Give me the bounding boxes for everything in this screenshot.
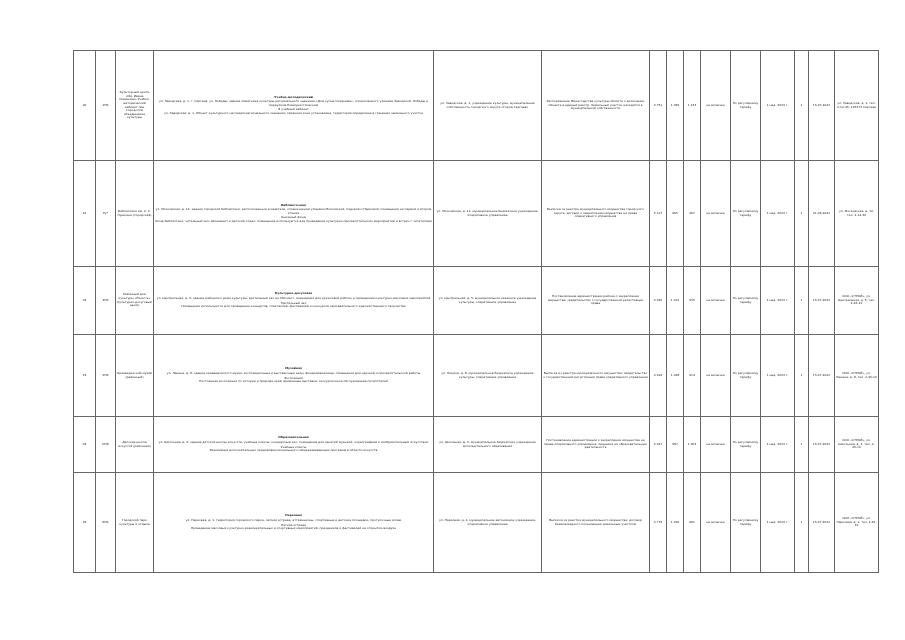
- contact-cell: ООО «СТРОЙ», ул. Ленина, д. 8, тел. 2-45-10: [835, 335, 879, 417]
- date-cell: 15.07.2022: [809, 473, 835, 573]
- area2-cell: 1 065: [667, 51, 684, 161]
- description-subheading: Книжный фонд: [281, 215, 306, 220]
- area-cell: 4 920: [650, 267, 667, 335]
- description-heading: Культурно-досуговая: [274, 291, 313, 296]
- period-cell: 1 нед. 2023 г.: [761, 51, 795, 161]
- description-body: ул. Ленина, д. 8; здание краеведческого музея, экспозиционные и выставочные залы, фондохранилище, помещения для научной и просветительской работы: [166, 370, 421, 375]
- area2-cell: 965: [667, 161, 684, 267]
- area3-cell: 935: [684, 267, 701, 335]
- table-row: [74, 473, 879, 573]
- table-row: [74, 161, 879, 267]
- object-name: Детская школа искусств (районная): [116, 417, 154, 473]
- ownership-cell: ул. Школьная, д. 3, муниципальное бюджетное учреждение дополнительного образования: [434, 417, 542, 473]
- status-cell: не включен: [701, 161, 731, 267]
- period-cell: 1 нед. 2023 г.: [761, 473, 795, 573]
- row-code: ОНК: [96, 417, 116, 473]
- row-number: 93: [74, 335, 96, 417]
- tariff-type-cell: По регулярному тарифу: [731, 267, 761, 335]
- row-number: 91: [74, 161, 96, 267]
- ownership-cell: ул. Парковая, д. 1, муниципальное автономное учреждение, оперативное управление: [434, 473, 542, 573]
- description-cell: [154, 51, 434, 161]
- row-code: Ру*: [96, 161, 116, 267]
- ownership-cell: ул. Заводская, д. 1, учреждение культуры, муниципальная собственность городского округа «Город Сергеев»: [434, 51, 542, 161]
- document-cell: Выписка из реестра муниципального имущества; свидетельство о государственной регистрации права оперативного управления: [542, 335, 650, 417]
- status-cell: не включен: [701, 335, 731, 417]
- area-cell: 4 916: [650, 335, 667, 417]
- area3-cell: 1 153: [684, 51, 701, 161]
- description-subheading: Учебные классы: [280, 444, 307, 449]
- table-row: [74, 51, 879, 161]
- period-cell: 1 нед. 2023 г.: [761, 161, 795, 267]
- object-name: Культурный центр «Им. Ивана Смирнова» Учебно-методический кабинет при Городском объединении культуры: [116, 51, 154, 161]
- row-code: 5НК: [96, 335, 116, 417]
- document-cell: Постановление администрации о закреплении имущества на праве оперативного управления; лицензия на образовательную деятельность: [542, 417, 650, 473]
- area-cell: 4 776: [650, 473, 667, 573]
- date-cell: 15.07.2022: [809, 335, 835, 417]
- ownership-cell: ул. Ленина, д. 8, муниципальное бюджетное учреждение культуры, оперативное управление: [434, 335, 542, 417]
- contact-cell: ООО «СТРОЙ», ул. Парковая, д. 1, тел. 2-45-10: [835, 473, 879, 573]
- date-cell: 15.07.2022: [809, 51, 835, 161]
- tariff-type-cell: По регулярному тарифу: [731, 473, 761, 573]
- table-body: [74, 51, 879, 573]
- area3-cell: 914: [684, 335, 701, 417]
- document-cell: Распоряжение Министерства культуры области о включении объекта в единый реестр. Земельный участок находится в муниципальной собственности: [542, 51, 650, 161]
- table-row: [74, 417, 879, 473]
- description-subheading: Летняя эстрада: [280, 522, 307, 527]
- period-cell: 1 нед. 2023 г.: [761, 417, 795, 473]
- contact-cell: ООО «СТРОЙ», ул. Школьная, д. 3, тел. 2-45-10: [835, 417, 879, 473]
- description-subheading: В учебный кабинет: [278, 107, 309, 112]
- row-number: 94: [74, 417, 96, 473]
- description-cell: [154, 267, 434, 335]
- tariff-type-cell: По регулярному тарифу: [731, 335, 761, 417]
- description-subheading: Экспозиция: [284, 375, 303, 380]
- description-heading: Музейная: [285, 366, 302, 371]
- description-cell: [154, 161, 434, 267]
- description-body: ул. Центральная, д. 5; здание районного дома культуры, зрительный зал на 300 мест, помещения для кружковой работы и проведения культурно-массовых мероприятий: [156, 295, 431, 300]
- date-cell: 01.06.2022: [809, 161, 835, 267]
- description-body-2: Реализация дополнительных предпрофессиональных и общеразвивающих программ в области искусств: [209, 448, 378, 453]
- date-cell: 15.07.2022: [809, 417, 835, 473]
- description-subheading: Зрительный зал: [280, 300, 307, 305]
- quantity-cell: 1: [795, 267, 809, 335]
- object-name: Городской парк культуры и отдыха: [116, 473, 154, 573]
- area-cell: 4 751: [650, 51, 667, 161]
- area3-cell: 467: [684, 161, 701, 267]
- description-body: ул. Московская, д. 12; здание городской библиотеки, расположенное в квартале, ограниченном улицами Московской, Садовой и Парковой; помещения на первом и втором этажах: [155, 207, 432, 215]
- area3-cell: 1 003: [684, 417, 701, 473]
- description-body-2: Проведение массовых культурно-развлекательных и спортивных мероприятий, праздников и фестивалей на открытом воздухе: [190, 526, 397, 531]
- date-cell: 15.07.2022: [809, 267, 835, 335]
- tariff-type-cell: По регулярному тарифу: [731, 161, 761, 267]
- description-body: ул. Школьная, д. 3; здание детской школы искусств, учебные классы, концертный зал, помещения для занятий музыкой, хореографией и изобразительным искусством: [158, 439, 429, 444]
- description-heading: Библиотечная: [281, 202, 306, 207]
- contact-cell: ООО «СТРОЙ», ул. Центральная, д. 5, тел. 2-45-10: [835, 267, 879, 335]
- description-heading: Образовательная: [278, 435, 309, 440]
- description-body: ул. Заводская, д. 1; г. Сергеев, ул. Победы; здание памятника культуры регионального значения «Дом купца Смирнова», ограниченного улицами Заводской, Победы и переулком Коммунистическим: [159, 99, 428, 107]
- area2-cell: 987: [667, 417, 684, 473]
- object-name: Краеведческий музей (районный): [116, 335, 154, 417]
- description-heading: Парковая: [285, 513, 302, 518]
- description-cell: [154, 473, 434, 573]
- description-cell: [154, 417, 434, 473]
- area-cell: 5 027: [650, 417, 667, 473]
- area2-cell: 1 012: [667, 267, 684, 335]
- status-cell: не включен: [701, 51, 731, 161]
- status-cell: не включен: [701, 267, 731, 335]
- object-name: Районный дом культуры «Юность» Культурно-досуговый центр: [116, 267, 154, 335]
- contact-cell: ул. Московская, д. 12, тел. 2-14-30: [835, 161, 879, 267]
- table-row: [74, 267, 879, 335]
- area-cell: 5 127: [650, 161, 667, 267]
- period-cell: 1 нед. 2023 г.: [761, 267, 795, 335]
- quantity-cell: 1: [795, 473, 809, 573]
- quantity-cell: 1: [795, 51, 809, 161]
- document-cell: Выписка из реестра муниципального имущества городского округа; договор о закреплении имущества на праве оперативного управления: [542, 161, 650, 267]
- area2-cell: 1 026: [667, 473, 684, 573]
- row-number: 90: [74, 51, 96, 161]
- register-table: [73, 50, 879, 573]
- tariff-type-cell: По регулярному тарифу: [731, 417, 761, 473]
- description-cell: [154, 335, 434, 417]
- ownership-cell: ул. Московская, д. 12, муниципальное бюджетное учреждение, оперативное управление: [434, 161, 542, 267]
- contact-cell: ул. Заводская, д. 1, тел. 2-12-45, 125373 Сергеев: [835, 51, 879, 161]
- description-body-2: Помещения используются для проведения концертов, спектаклей, фестивалей и конкурсов самодеятельного художественного творчества: [181, 304, 406, 309]
- status-cell: не включен: [701, 417, 731, 473]
- description-body-2: ул. Заводская, д. 1. Объект культурного наследия регионального значения; охранная зона установлена, территория определена в границах земельного участка: [164, 110, 423, 115]
- table-row: [74, 335, 879, 417]
- row-code: 1НК: [96, 51, 116, 161]
- object-name: Библиотека им. А. С. Пушкина (городская): [116, 161, 154, 267]
- quantity-cell: 1: [795, 335, 809, 417]
- description-body-2: Фонд библиотеки, читальный зал, абонемент и детский отдел; помещения используются для проведения культурно-просветительских мероприятий и встреч с читателями: [155, 218, 432, 223]
- quantity-cell: 1: [795, 161, 809, 267]
- description-body: ул. Парковая, д. 1; территория городского парка, летняя эстрада, аттракционы, спортивные и детские площадки, прогулочные аллеи: [185, 517, 402, 522]
- row-number: 95: [74, 473, 96, 573]
- ownership-cell: ул. Центральная, д. 5, муниципальное казенное учреждение культуры, оперативное управление: [434, 267, 542, 335]
- tariff-type-cell: По регулярному тарифу: [731, 51, 761, 161]
- status-cell: не включен: [701, 473, 731, 573]
- row-code: 6НК: [96, 473, 116, 573]
- area3-cell: 981: [684, 473, 701, 573]
- area2-cell: 1 048: [667, 335, 684, 417]
- period-cell: 1 нед. 2023 г.: [761, 335, 795, 417]
- description-body-2: Постоянная экспозиция по истории и природе края; временные выставки; экскурсионное обслуживание посетителей: [199, 379, 388, 384]
- description-heading: Учебно-методический: [274, 94, 313, 99]
- row-code: 4НК: [96, 267, 116, 335]
- document-cell: Постановление администрации района о закреплении имущества; свидетельство о государственной регистрации права: [542, 267, 650, 335]
- quantity-cell: 1: [795, 417, 809, 473]
- row-number: 92: [74, 267, 96, 335]
- document-cell: Выписка из реестра муниципального имущества; договор безвозмездного пользования земельным участком: [542, 473, 650, 573]
